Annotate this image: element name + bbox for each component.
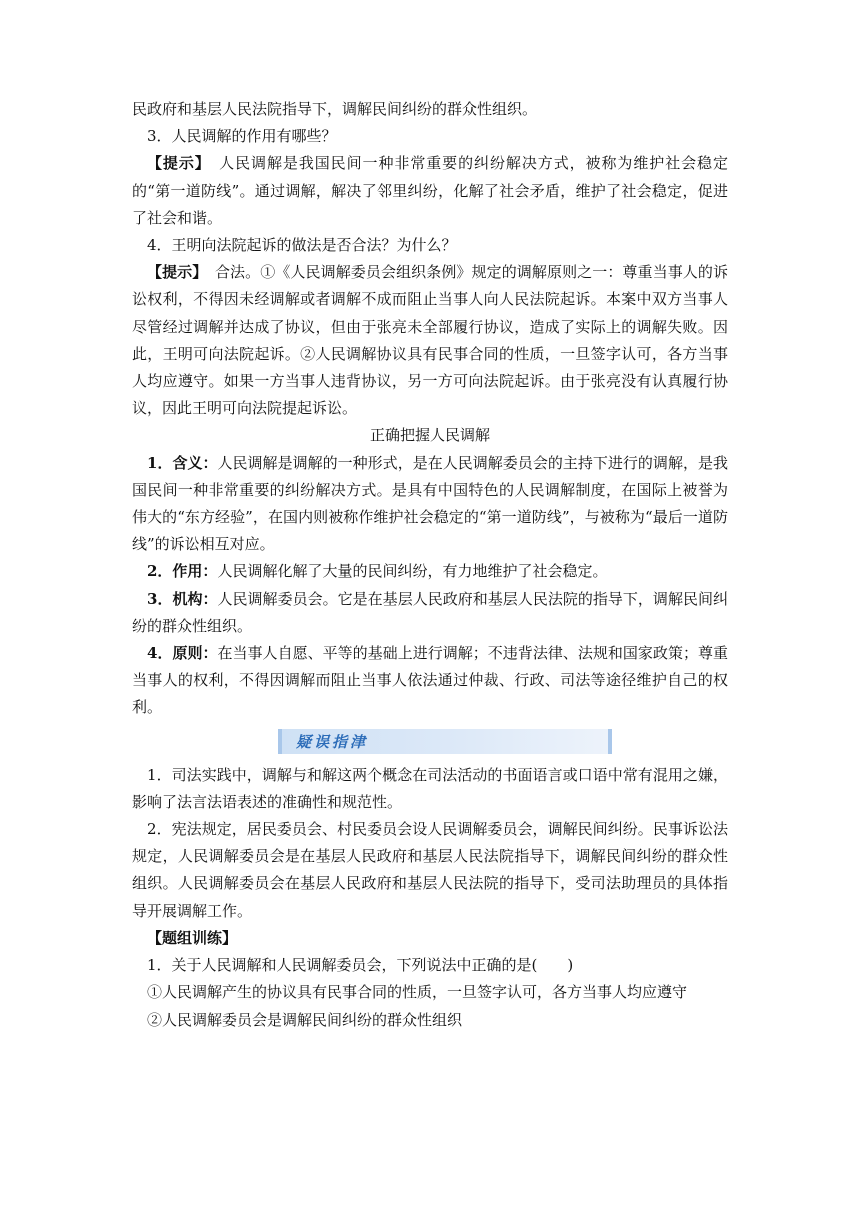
clarify-paragraph-2: 2．宪法规定，居民委员会、村民委员会设人民调解委员会，调解民间纠纷。民事诉讼法规定，人民调解委员会是在基层人民政府和基层人民法院指导下，调解民间纠纷的群众性组织。人民调解委员会在基层人民政府和基层人民法院的指导下，受司法助理员的具体指导开展调解工作。 bbox=[132, 820, 728, 920]
hint-paragraph-2 bbox=[132, 259, 728, 422]
item-label: 4．原则： bbox=[147, 644, 218, 663]
item-label: 1．含义： bbox=[147, 453, 218, 472]
exercise-option-1: ①人民调解产生的协议具有民事合同的性质，一旦签字认可，各方当事人均应遵守 bbox=[147, 983, 688, 1002]
document-page bbox=[132, 96, 728, 1034]
hint-text: 人民调解是我国民间一种非常重要的纠纷解决方式，被称为维护社会稳定的“第一道防线”。通过调解，解决了邻里纠纷，化解了社会矛盾，维护了社会稳定，促进了社会和谐。 bbox=[132, 154, 728, 227]
hint-label: 【提示】 bbox=[147, 154, 204, 173]
clarification-banner-wrap bbox=[132, 722, 728, 762]
section-item-2 bbox=[132, 558, 728, 585]
hint-text: 合法。①《人民调解委员会组织条例》规定的调解原则之一：尊重当事人的诉讼权利，不得因未经调解或者调解不成而阻止当事人向人民法院起诉。本案中双方当事人尽管经过调解并达成了协议，但由于张亮未全部履行协议，造成了实际上的调解失败。因此，王明可向法院起诉。②人民调解协议具有民事合同的性质，一旦签字认可，各方当事人均应遵守。如果一方当事人违背协议，另一方可向法院起诉。由于张亮没有认真履行协议，因此王明可向法院提起诉讼。 bbox=[132, 263, 728, 418]
banner-label: 疑误指津 bbox=[296, 732, 369, 751]
section-item-3 bbox=[132, 586, 728, 640]
section-heading: 正确把握人民调解 bbox=[369, 426, 490, 445]
exercise-question-1: 1．关于人民调解和人民调解委员会，下列说法中正确的是( ) bbox=[147, 956, 574, 975]
item-text: 人民调解是调解的一种形式，是在人民调解委员会的主持下进行的调解，是我国民间一种非常重要的纠纷解决方式。是具有中国特色的人民调解制度，在国际上被誉为伟大的“东方经验”，在国内则被称作维护社会稳定的“第一道防线”，与被称为“最后一道防线”的诉讼相互对应。 bbox=[132, 453, 728, 554]
item-label: 2．作用： bbox=[147, 562, 218, 581]
section-item-1 bbox=[132, 450, 728, 559]
item-text: 人民调解化解了大量的民间纠纷，有力地维护了社会稳定。 bbox=[217, 562, 608, 581]
item-text: 人民调解委员会。它是在基层人民政府和基层人民法院的指导下，调解民间纠纷的群众性组织。 bbox=[132, 589, 728, 635]
question-3: 3．人民调解的作用有哪些？ bbox=[147, 127, 337, 146]
paragraph-continuation: 民政府和基层人民法院指导下，调解民间纠纷的群众性组织。 bbox=[132, 100, 538, 118]
exercise-option-2: ②人民调解委员会是调解民间纠纷的群众性组织 bbox=[147, 1010, 463, 1029]
item-text: 在当事人自愿、平等的基础上进行调解；不违背法律、法规和国家政策；尊重当事人的权利，不得因调解而阻止当事人依法通过仲裁、行政、司法等途径维护自己的权利。 bbox=[132, 644, 728, 717]
hint-label: 【提示】 bbox=[147, 263, 200, 282]
hint-paragraph-1 bbox=[132, 150, 728, 232]
section-item-4 bbox=[132, 640, 728, 722]
item-label: 3．机构： bbox=[147, 589, 218, 608]
question-4: 4．王明向法院起诉的做法是否合法？为什么？ bbox=[147, 236, 457, 255]
clarification-banner bbox=[278, 729, 612, 754]
clarify-paragraph-1: 1．司法实践中，调解与和解这两个概念在司法活动的书面语言或口语中常有混用之嫌，影响了法言法语表述的准确性和规范性。 bbox=[132, 765, 728, 811]
exercise-heading: 【题组训练】 bbox=[147, 928, 238, 947]
